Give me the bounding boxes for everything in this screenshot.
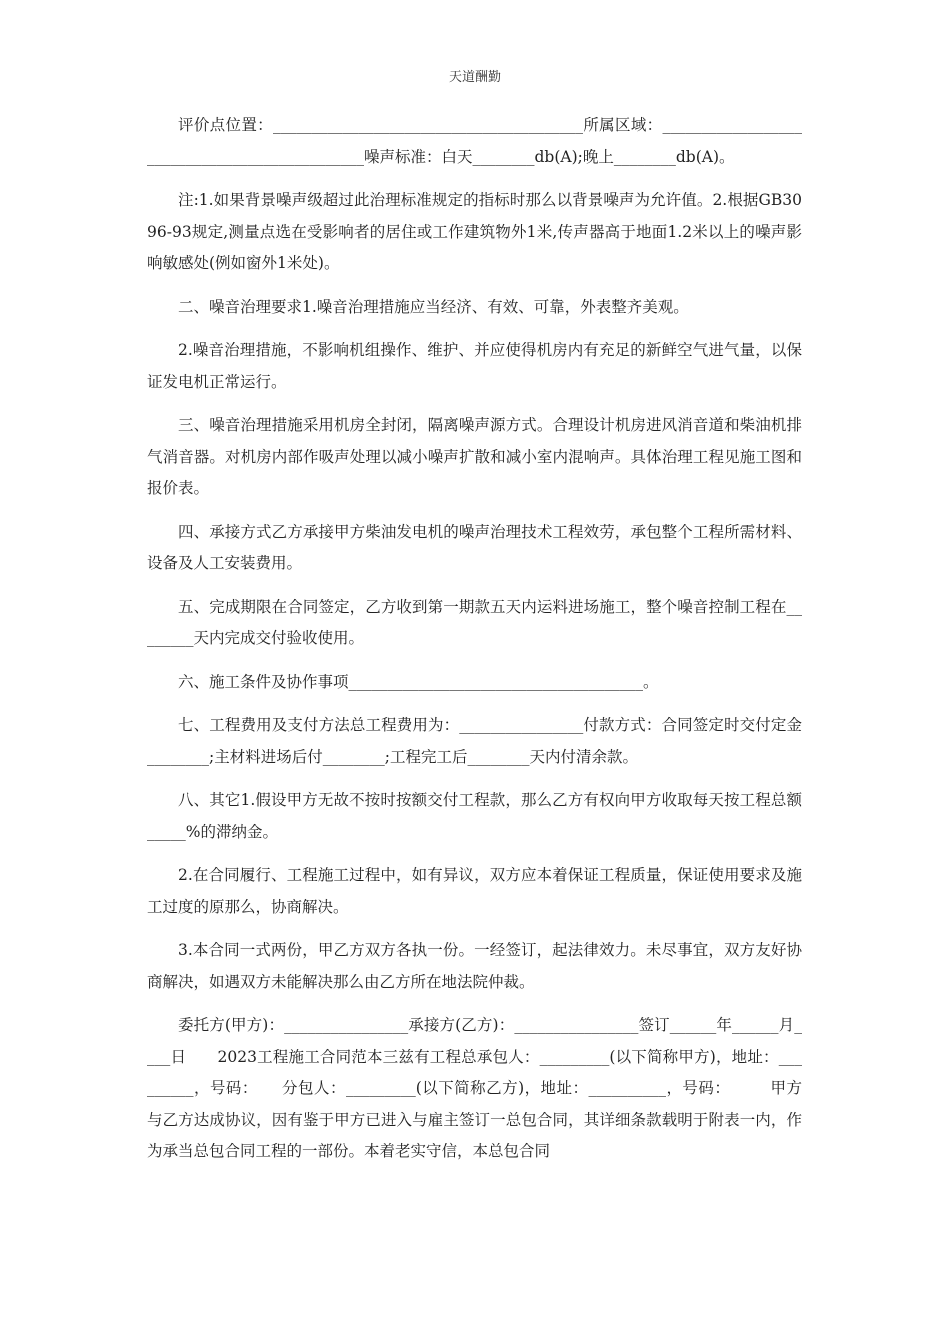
paragraph-section-8: 八、其它1.假设甲方无故不按时按额交付工程款，那么乙方有权向甲方收取每天按工程总额_____%的滞纳金。 (147, 791, 802, 841)
paragraph-note: 注:1.如果背景噪声级超过此治理标准规定的指标时那么以背景噪声为允许值。2.根据GB3096-93规定,测量点选在受影响者的居住或工作建筑物外1米,传声器高于地面1.2米以上的噪声影响敏感处(例如窗外1米处)。 (147, 191, 802, 272)
paragraph-section-4: 四、承接方式乙方承接甲方柴油发电机的噪声治理技术工程效劳，承包整个工程所需材料、设备及人工安装费用。 (147, 522, 802, 572)
paragraph-signature-and-contract-3: 委托方(甲方)：________________承接方(乙方)：________________签订______年______月____日 2023工程施工合同范本三兹有工程总承包人：_________(以下简称甲方)，地址：_________，号码： 分包人：_________(以下简称乙方)，地址：__________，号码： 甲方与乙方达成协议，因有鉴于甲方已进入与雇主签订一总包合同，其详细条款载明于附表一内，作为承当总包合同工程的一部份。本着老实守信，本总包合同 (147, 1016, 802, 1160)
paragraph-section-8-item-3: 3.本合同一式两份，甲乙方双方各执一份。一经签订，起法律效力。未尽事宜，双方友好协商解决，如遇双方未能解决那么由乙方所在地法院仲裁。 (147, 941, 802, 991)
document-body (147, 110, 802, 1178)
paragraph-section-2: 二、噪音治理要求1.噪音治理措施应当经济、有效、可靠，外表整齐美观。 (178, 297, 689, 316)
paragraph-section-8-item-2: 2.在合同履行、工程施工过程中，如有异议，双方应本着保证工程质量，保证使用要求及施工过度的原那么，协商解决。 (147, 866, 802, 916)
page-header: 天道酬勤 (448, 70, 501, 85)
paragraph-section-3: 三、噪音治理措施采用机房全封闭，隔离噪声源方式。合理设计机房进风消音道和柴油机排气消音器。对机房内部作吸声处理以减小噪声扩散和减小室内混响声。具体治理工程见施工图和报价表。 (147, 416, 802, 497)
paragraph-evaluation-point: 评价点位置：________________________________________所属区域：______________________________________________噪声标准：白天________db(A);晚上________db(A)。 (147, 116, 802, 166)
paragraph-section-5: 五、完成期限在合同签定，乙方收到第一期款五天内运料进场施工，整个噪音控制工程在________天内完成交付验收使用。 (147, 597, 802, 647)
paragraph-section-2-item-2: 2.噪音治理措施，不影响机组操作、维护、并应使得机房内有充足的新鲜空气进气量，以保证发电机正常运行。 (147, 341, 802, 391)
paragraph-section-7: 七、工程费用及支付方法总工程费用为：________________付款方式：合同签定时交付定金________;主材料进场后付________;工程完工后________天内付清余款。 (147, 716, 802, 766)
paragraph-section-6: 六、施工条件及协作事项______________________________________。 (178, 672, 659, 691)
